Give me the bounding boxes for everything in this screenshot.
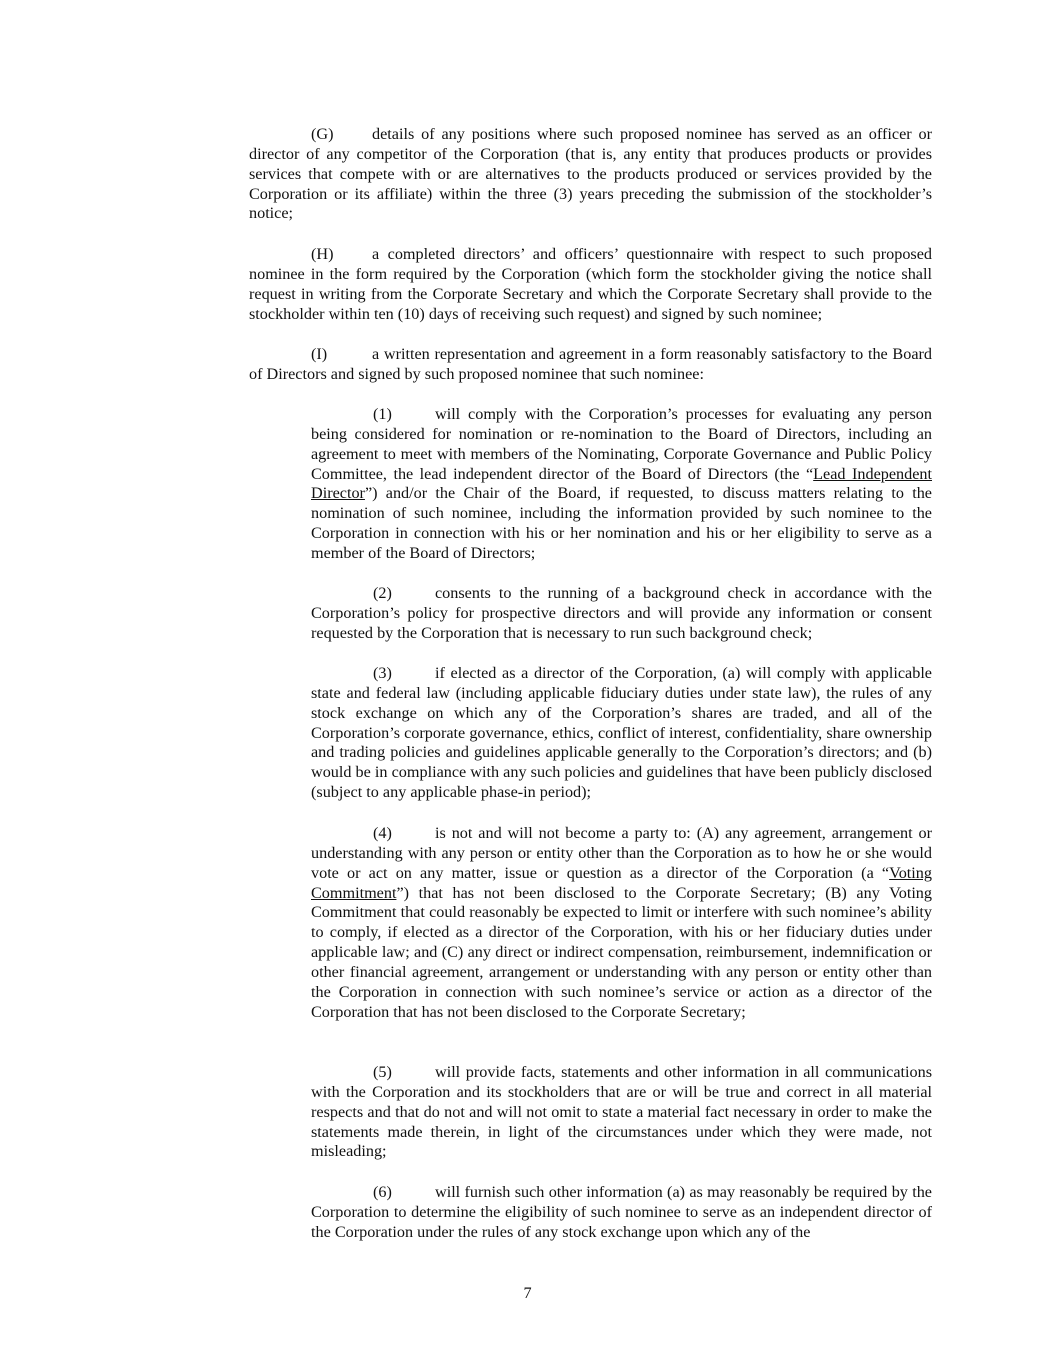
subclause-6	[311, 1183, 932, 1243]
subclause-marker: (5)	[373, 1063, 392, 1081]
subclause-text: if elected as a director of the Corporation, (a) will comply with applicable state and federal law (including applicable fiduciary duties under state law), the rules of any stock exchange on which any of the Corporation’s shares are traded, and all of the Corporation’s corporate governance, ethics, conflict of interest, confidentiality, share ownership and trading policies and guidelines applicable generally to the Corporation’s directors; and (b) would be in compliance with any such policies and guidelines that have been publicly disclosed (subject to any applicable phase-in period);	[311, 664, 932, 802]
subclause-5	[311, 1063, 932, 1162]
subclause-text-part-a: is not and will not become a party to: (A) any agreement, arrangement or understanding with any person or entity other than the Corporation as to how he or she would vote or act on any matter, issue or question as a director of the Corporation (a “	[311, 824, 932, 882]
clause-text: details of any positions where such proposed nominee has served as an officer or director of any competitor of the Corporation (that is, any entity that produces products or provides services that compete with or are alternatives to the products produced or services provided by the Corporation or its affiliate) within the three (3) years preceding the submission of the stockholder’s notice;	[249, 125, 932, 223]
subclause-3	[311, 664, 932, 803]
defined-term-voting-commitment: Voting Commitment	[311, 863, 932, 902]
subclause-4	[311, 824, 932, 1022]
clause-text: a completed directors’ and officers’ questionnaire with respect to such proposed nominee in the form required by the Corporation (which form the stockholder giving the notice shall request in writing from the Corporate Secretary and which the Corporate Secretary shall provide to the stockholder within ten (10) days of receiving such request) and signed by such nominee;	[249, 245, 932, 323]
page-number: 7	[523, 1284, 532, 1302]
clause-marker: (H)	[311, 245, 334, 263]
defined-term-lead-independent-director: Lead Independent Director	[311, 464, 932, 503]
subclause-1	[311, 405, 932, 564]
clause-i	[249, 345, 932, 385]
subclause-text: consents to the running of a background check in accordance with the Corporation’s policy for prospective directors and will provide any information or consent requested by the Corporation that is necessary to run such background check;	[311, 584, 932, 642]
subclause-marker: (6)	[373, 1183, 392, 1201]
clause-h	[249, 245, 932, 324]
clause-marker: (G)	[311, 125, 334, 143]
clause-text: a written representation and agreement in a form reasonably satisfactory to the Board of Directors and signed by such proposed nominee that such nominee:	[249, 345, 932, 383]
subclause-text: will provide facts, statements and other information in all communications with the Corporation and its stockholders that are or will be true and correct in all material respects and that do not and will not omit to state a material fact necessary in order to make the statements made therein, in light of the circumstances under which they were made, not misleading;	[311, 1063, 932, 1161]
subclause-marker: (2)	[373, 584, 392, 602]
subclause-marker: (3)	[373, 664, 392, 682]
clause-marker: (I)	[311, 345, 328, 363]
subclause-text-part-a: will comply with the Corporation’s processes for evaluating any person being considered for nomination or re-nomination to the Board of Directors, including an agreement to meet with members of the Nominating, Corporate Governance and Public Policy Committee, the lead independent director of the Board of Directors (the “	[311, 405, 932, 483]
subclause-2	[311, 584, 932, 644]
subclause-text-part-b: ”) and/or the Chair of the Board, if requested, to discuss matters relating to the nomination of such nominee, including the information provided by such nominee to the Corporation in connection with his or her nomination and his or her eligibility to serve as a member of the Board of Directors;	[311, 484, 932, 562]
subclause-text: will furnish such other information (a) as may reasonably be required by the Corporation to determine the eligibility of such nominee to serve as an independent director of the Corporation under the rules of any stock exchange upon which any of the	[311, 1183, 932, 1241]
clause-g	[249, 125, 932, 224]
subclause-marker: (1)	[373, 405, 392, 423]
subclause-marker: (4)	[373, 824, 392, 842]
subclause-text-part-b: ”) that has not been disclosed to the Corporate Secretary; (B) any Voting Commitment that could reasonably be expected to limit or interfere with such nominee’s ability to comply, if elected as a director of the Corporation, with his or her fiduciary duties under applicable law; and (C) any direct or indirect compensation, reimbursement, indemnification or other financial agreement, arrangement or understanding with any person or entity other than the Corporation in connection with such nominee’s service or action as a director of the Corporation that has not been disclosed to the Corporate Secretary;	[311, 883, 932, 1021]
